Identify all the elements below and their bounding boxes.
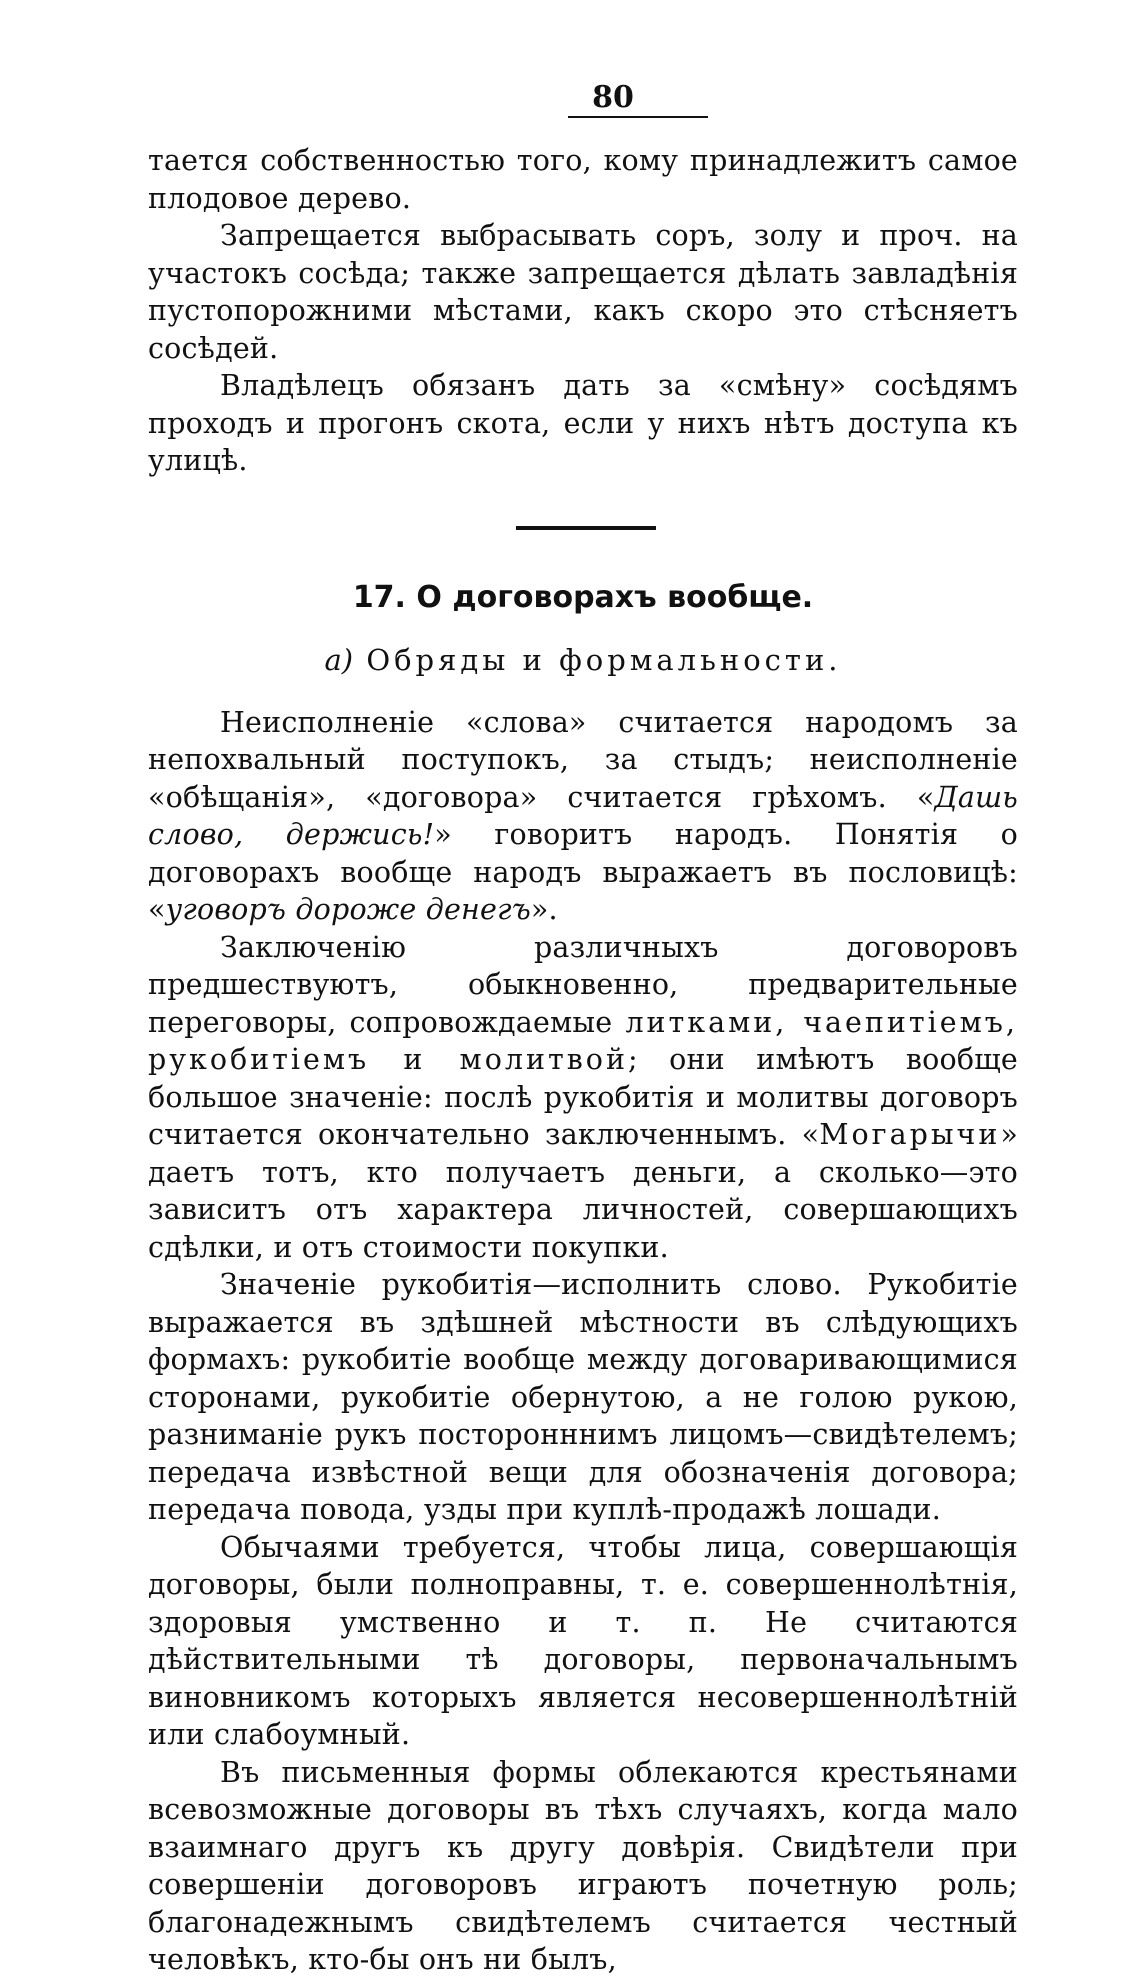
paragraph-continuation: тается собственностью того, кому принадлежитъ самое плодовое дерево. xyxy=(148,144,1018,215)
intro-text xyxy=(148,142,1018,480)
section-title: 17. О договорахъ вообще. xyxy=(352,579,814,615)
section-body xyxy=(148,704,1018,1979)
p1-text-e: ». xyxy=(530,893,558,926)
subtitle-letter: а) xyxy=(324,642,354,677)
paragraph-negotiations xyxy=(148,929,1018,1267)
paragraph-word-obligation xyxy=(148,704,1018,929)
book-page xyxy=(148,80,1018,1979)
p1-text-c: » говоритъ народъ. Понятія о договорахъ вообще народъ выражаетъ въ пословицѣ: « xyxy=(148,818,1018,926)
paragraph-capacity: Обычаями требуется, чтобы лица, совершающія договоры, были полноправны, т. е. совершеннолѣтнія, здоровыя умственно и т. п. Не считаются дѣйствительными тѣ договоры, первоначальнымъ виновникомъ которыхъ является несовершеннолѣтній или слабоумный. xyxy=(148,1530,1018,1751)
section-divider xyxy=(516,526,656,530)
paragraph-passage-rule: Владѣлецъ обязанъ дать за «смѣну» сосѣдямъ проходъ и прогонъ скота, если у нихъ нѣтъ доступа къ улицѣ. xyxy=(148,369,1018,477)
page-number: 80 xyxy=(592,80,634,115)
paragraph-handshake: Значеніе рукобитія—исполнить слово. Рукобитіе выражается въ здѣшней мѣстности въ слѣдующихъ формахъ: рукобитіе вообще между договаривающимися сторонами, рукобитіе обернутою, а не голою рукою, разниманіе рукъ посторонннимъ лицомъ—свидѣтелемъ; передача извѣстной вещи для обозначенія договора; передача повода, узды при куплѣ-продажѣ лошади. xyxy=(148,1268,1018,1526)
p2-mogarychi: Могарычи xyxy=(819,1118,1001,1151)
paragraph-refuse-rule: Запрещается выбрасывать соръ, золу и проч. на участокъ сосѣда; также запрещается дѣлать завладѣнія пустопорожними мѣстами, какъ скоро это стѣсняетъ сосѣдей. xyxy=(148,219,1018,365)
p2-text-c: ; они имѣютъ вообще большое значеніе: послѣ рукобитія и молитвы договоръ считается окончательно заключеннымъ. « xyxy=(148,1043,1018,1151)
subtitle-text: Обряды и формальности. xyxy=(366,642,842,677)
p2-text-e: » даетъ тотъ, кто получаетъ деньги, а сколько—это зависитъ отъ характера личностей, совершающихъ сдѣлки, и отъ стоимости покупки. xyxy=(148,1118,1018,1264)
section-subtitle xyxy=(148,640,1018,680)
header-rule xyxy=(568,116,708,118)
p1-proverb-2: уговоръ дороже денегъ xyxy=(165,893,531,926)
p1-text-a: Неисполненіе «слова» считается народомъ за непохвальный поступокъ, за стыдъ; неисполненіе «обѣщанія», «договора» считается грѣхомъ. « xyxy=(148,705,1018,814)
p2-text-a: Заключенію различныхъ договоровъ предшествуютъ, обыкновенно, предварительные переговоры, сопровождаемые xyxy=(148,930,1018,1039)
paragraph-written-forms: Въ письменныя формы облекаются крестьянами всевозможные договоры въ тѣхъ случаяхъ, когда мало взаимнаго другъ къ другу довѣрія. Свидѣтели при совершеніи договоровъ играютъ почетную роль; благонадежнымъ свидѣтелемъ считается честный человѣкъ, кто-бы онъ ни былъ, xyxy=(148,1755,1018,1976)
p1-proverb-1: Дашь слово, держись! xyxy=(148,780,1018,851)
p2-rituals: литками, чаепитіемъ, рукобитіемъ и молитвой xyxy=(148,1005,1018,1076)
